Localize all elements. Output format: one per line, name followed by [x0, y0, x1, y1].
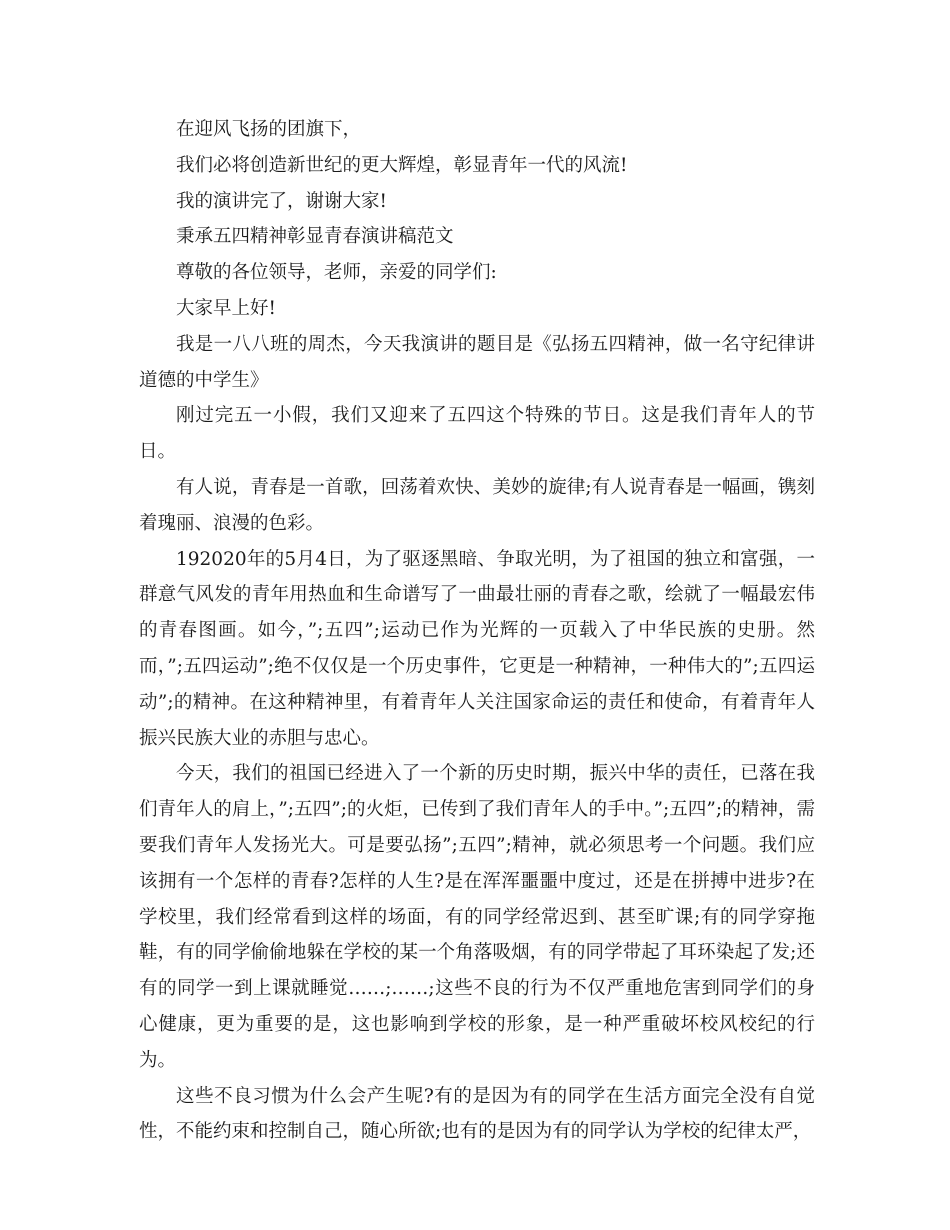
paragraph: 192020年的5月4日，为了驱逐黑暗、争取光明，为了祖国的独立和富强，一群意气风发的青年用热血和生命谱写了一曲最壮丽的青春之歌，绘就了一幅最宏伟的青春图画。如今，”;五四”;运动已作为光辉的一页载入了中华民族的史册。然而，”;五四运动”;绝不仅仅是一个历史事件，它更是一种精神，一种伟大的”;五四运动”;的精神。在这种精神里，有着青年人关注国家命运的责任和使命，有着青年人振兴民族大业的赤胆与忠心。	[139, 548, 815, 749]
paragraph: 今天，我们的祖国已经进入了一个新的历史时期，振兴中华的责任，已落在我们青年人的肩上，”;五四”;的火炬，已传到了我们青年人的手中。”;五四”;的精神，需要我们青年人发扬光大。可是要弘扬”;五四”;精神，就必须思考一个问题。我们应该拥有一个怎样的青春?怎样的人生?是在浑浑噩噩中度过，还是在拼搏中进步?在学校里，我们经常看到这样的场面，有的同学经常迟到、甚至旷课;有的同学穿拖鞋，有的同学偷偷地躲在学校的某一个角落吸烟，有的同学带起了耳环染起了发;还有的同学一到上课就睡觉……;……;这些不良的行为不仅严重地危害到同学们的身心健康，更为重要的是，这也影响到学校的形象，是一种严重破坏校风校纪的行为。	[139, 763, 815, 1071]
speech-title: 秉承五四精神彰显青春演讲稿范文	[176, 226, 454, 248]
paragraph: 有人说，青春是一首歌，回荡着欢快、美妙的旋律;有人说青春是一幅画，镌刻着瑰丽、浪漫的色彩。	[139, 476, 815, 534]
paragraph: 我是一八八班的周杰，今天我演讲的题目是《弘扬五四精神，做一名守纪律讲道德的中学生》	[139, 333, 815, 391]
paragraph: 刚过完五一小假，我们又迎来了五四这个特殊的节日。这是我们青年人的节日。	[139, 405, 815, 463]
paragraph: 这些不良习惯为什么会产生呢?有的是因为有的同学在生活方面完全没有自觉性，不能约束和控制自己，随心所欲;也有的是因为有的同学认为学校的纪律太严，	[139, 1085, 815, 1143]
paragraph: 我们必将创造新世纪的更大辉煌，彰显青年一代的风流!	[176, 154, 628, 176]
salutation: 尊敬的各位领导，老师，亲爱的同学们:	[176, 262, 497, 284]
greeting: 大家早上好!	[176, 297, 276, 319]
paragraph: 我的演讲完了，谢谢大家!	[176, 190, 387, 212]
paragraph: 在迎风飞扬的团旗下，	[176, 119, 362, 140]
document-body	[139, 112, 815, 1150]
